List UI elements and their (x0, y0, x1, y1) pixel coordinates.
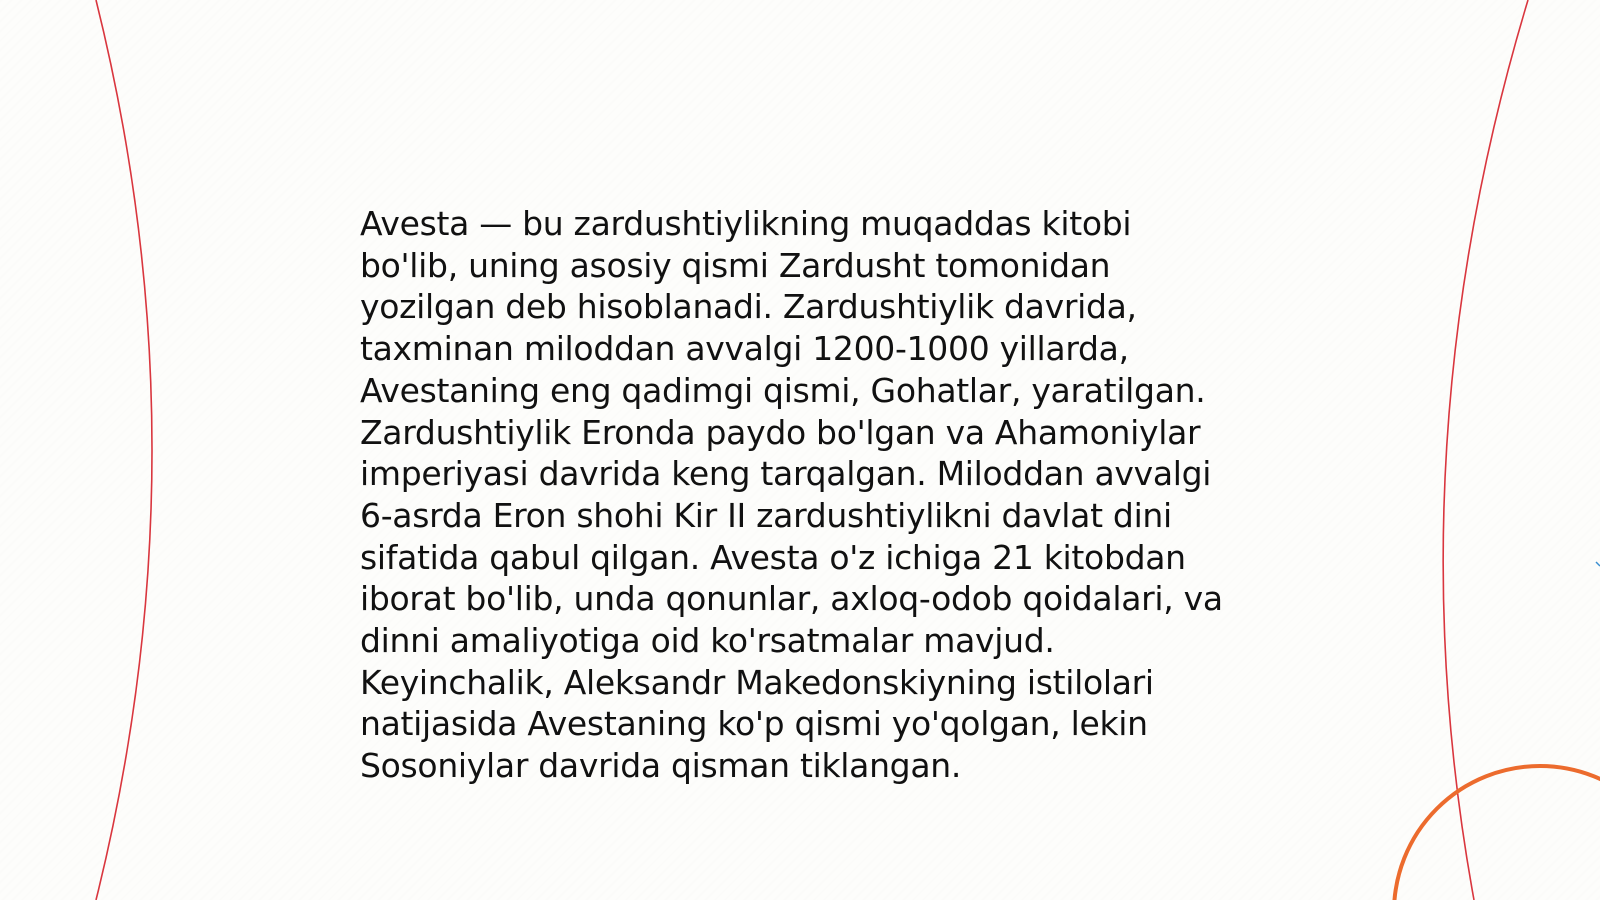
left-curve-line (96, 0, 152, 900)
body-paragraph: Avesta — bu zardushtiylikning muqaddas kitobi bo'lib, uning asosiy qismi Zardusht tomonidan yozilgan deb hisoblanadi. Zardushtiylik davrida, taxminan miloddan avvalgi 1200-1000 yillarda, Avestaning eng qadimgi qismi, Gohatlar, yaratilgan. Zardushtiylik Eronda paydo bo'lgan va Ahamoniylar imperiyasi davrida keng tarqalgan. Miloddan avvalgi 6-asrda Eron shohi Kir II zardushtiylikni davlat dini sifatida qabul qilgan. Avesta o'z ichiga 21 kitobdan iborat bo'lib, unda qonunlar, axloq-odob qoidalari, va dinni amaliyotiga oid ko'rsatmalar mavjud. Keyinchalik, Aleksandr Makedonskiyning istilolari natijasida Avestaning ko'p qismi yo'qolgan, lekin Sosoniylar davrida qisman tiklangan. (360, 204, 1223, 786)
small-accent-mark (1596, 562, 1600, 566)
orange-circle-arc (1394, 766, 1600, 900)
right-curve-line (1443, 0, 1528, 900)
